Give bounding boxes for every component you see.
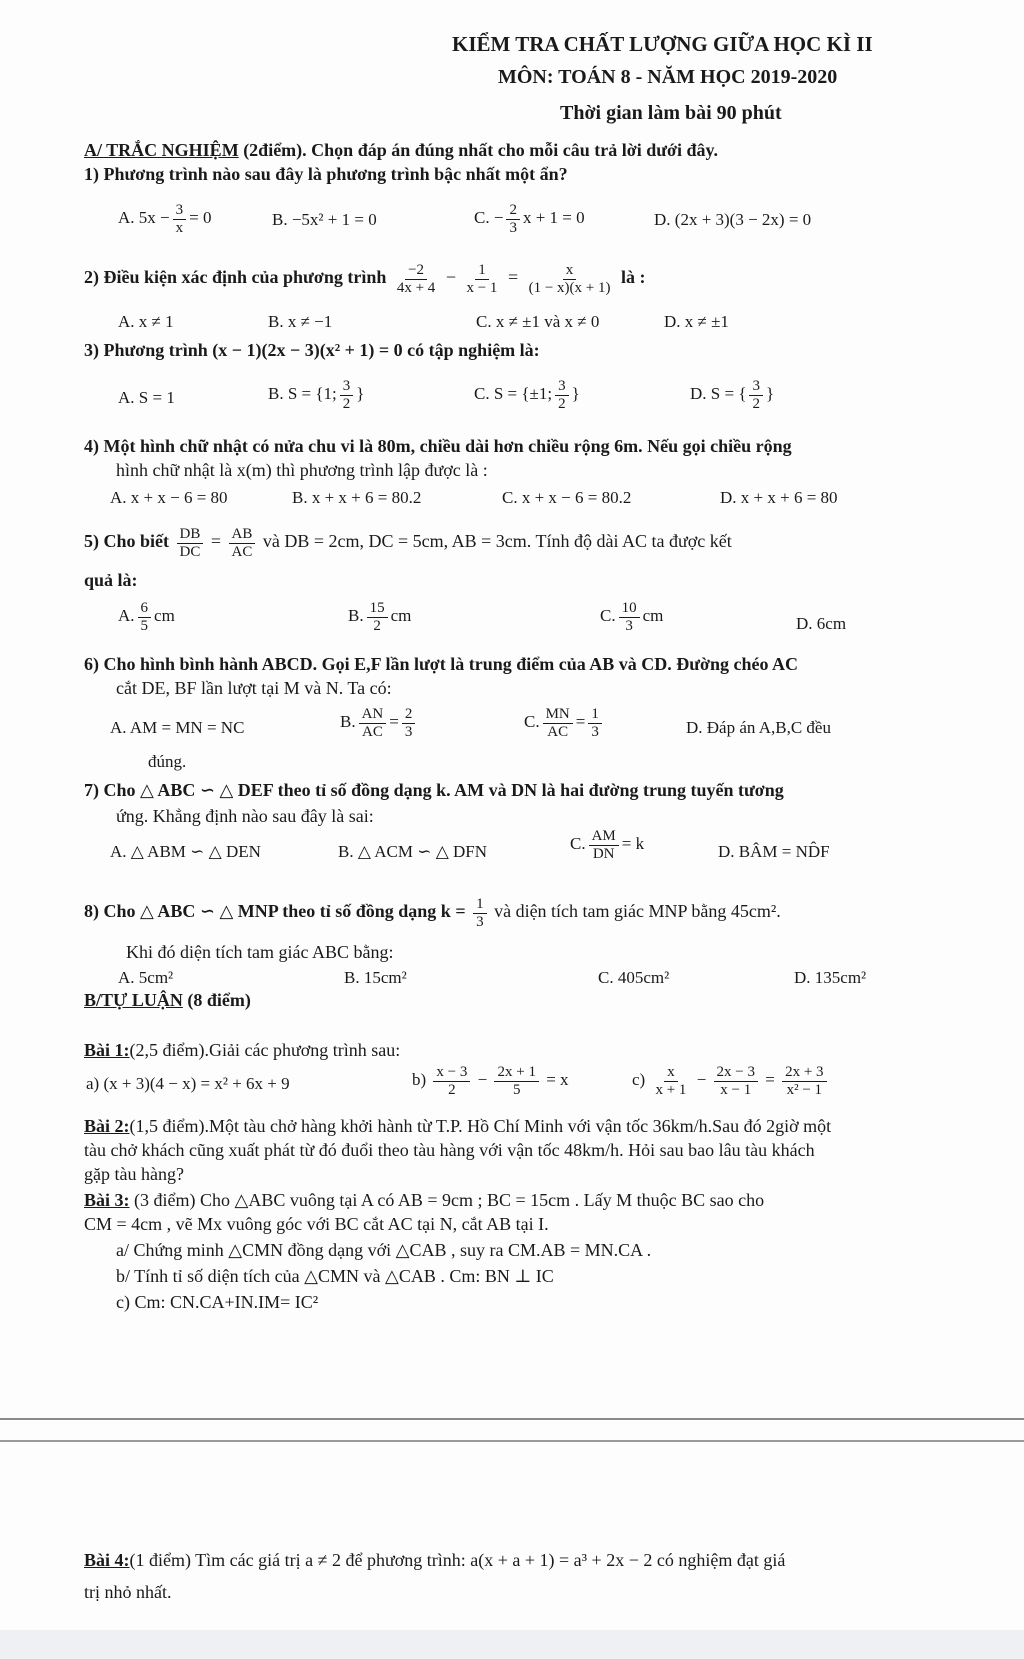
q1-text: 1) Phương trình nào sau đây là phương trình bậc nhất một ẩn? xyxy=(84,164,568,184)
bai3-text-line1: Bài 3: (3 điểm) Cho △ABC vuông tại A có AB = 9cm ; BC = 15cm . Lấy M thuộc BC sao cho xyxy=(84,1190,765,1210)
bai4-label: Bài 4: xyxy=(84,1550,130,1570)
bai1-label: Bài 1: xyxy=(84,1040,130,1060)
q2-option-c: C. x ≠ ±1 và x ≠ 0 xyxy=(476,312,600,331)
q1-option-b: B. −5x² + 1 = 0 xyxy=(272,210,377,229)
part-a-heading xyxy=(84,140,718,161)
q6-text-line2: cắt DE, BF lần lượt tại M và N. Ta có: xyxy=(116,678,392,698)
q5-option-c: C. $\frac{10}{3}$ cm xyxy=(600,600,664,634)
q7-text-line2: ứng. Khẳng định nào sau đây là sai: xyxy=(116,806,374,826)
bai3-part-c: c) Cm: CN.CA+IN.IM= IC² xyxy=(116,1292,319,1312)
q6-option-a: A. AM = MN = NC xyxy=(110,718,245,737)
q4-option-d: D. x + x + 6 = 80 xyxy=(720,488,838,507)
q7-option-c: C. $\frac{AM}{DN}$ = k xyxy=(570,828,645,862)
part-a-instructions: (2điểm). Chọn đáp án đúng nhất cho mỗi câu trả lời dưới đây. xyxy=(238,140,719,160)
bai1-part-a: a) (x + 3)(4 − x) = x² + 6x + 9 xyxy=(86,1074,290,1093)
bai3-label: Bài 3: xyxy=(84,1190,130,1210)
part-b-label: B/TỰ LUẬN xyxy=(84,990,183,1010)
bai2-label: Bài 2: xyxy=(84,1116,130,1136)
q5-text-line2: quả là: xyxy=(84,570,138,590)
q3-option-d: D. S = { $\frac{3}{2}$ } xyxy=(690,378,775,412)
exam-time: Thời gian làm bài 90 phút xyxy=(560,102,782,124)
q2-text: 2) Điều kiện xác định của phương trình $\frac{-2}{4x + 4}$ − $\frac{1}{x - 1}$ = $\frac{x}{(1 - x)(x + 1)}$ là : xyxy=(84,262,646,296)
bai1-text: Bài 1:(2,5 điểm).Giải các phương trình sau: xyxy=(84,1040,401,1060)
bai1-part-b: b) $\frac{x - 3}{2}$ − $\frac{2x + 1}{5}$ = x xyxy=(412,1064,569,1098)
bai2-text-line3: gặp tàu hàng? xyxy=(84,1164,184,1184)
q8-option-b: B. 15cm² xyxy=(344,968,407,987)
q4-text-line2: hình chữ nhật là x(m) thì phương trình lập được là : xyxy=(116,460,488,480)
q2-option-d: D. x ≠ ±1 xyxy=(664,312,729,331)
exam-subject: MÔN: TOÁN 8 - NĂM HỌC 2019-2020 xyxy=(498,66,838,88)
q4-option-c: C. x + x − 6 = 80.2 xyxy=(502,488,632,507)
q5-option-d: D. 6cm xyxy=(796,614,847,633)
q8-option-a: A. 5cm² xyxy=(118,968,174,987)
q6-option-d: D. Đáp án A,B,C đều xyxy=(686,718,831,737)
q2-option-a: A. x ≠ 1 xyxy=(118,312,174,331)
part-a-label: A/ TRẮC NGHIỆM xyxy=(84,140,239,160)
q5-option-b: B. $\frac{15}{2}$ cm xyxy=(348,600,412,634)
q3-option-b: B. S = {1; $\frac{3}{2}$ } xyxy=(268,378,365,412)
bai3-part-b: b/ Tính tỉ số diện tích của △CMN và △CAB . Cm: BN ⊥ IC xyxy=(116,1266,554,1286)
q7-option-b: B. △ ACM ∽ △ DFN xyxy=(338,842,488,861)
bai2-text-line1: Bài 2:(1,5 điểm).Một tàu chở hàng khởi hành từ T.P. Hồ Chí Minh với vận tốc 36km/h.Sau đó 2giờ một xyxy=(84,1116,832,1136)
bai4-text-line2: trị nhỏ nhất. xyxy=(84,1582,172,1602)
divider-line-top xyxy=(0,1418,1024,1420)
q7-option-a: A. △ ABM ∽ △ DEN xyxy=(110,842,261,861)
divider-line-bottom xyxy=(0,1440,1024,1442)
part-b-heading xyxy=(84,990,251,1011)
q7-option-d: D. BÂM = ND̂F xyxy=(718,842,830,861)
q8-option-c: C. 405cm² xyxy=(598,968,670,987)
page-bottom-band xyxy=(0,1630,1024,1659)
q8-text-line2: Khi đó diện tích tam giác ABC bằng: xyxy=(126,942,394,962)
bai2-text-line2: tàu chở khách cũng xuất phát từ đó đuổi theo tàu hàng với vận tốc 48km/h. Hỏi sau bao lâu tàu khách xyxy=(84,1140,815,1160)
q8-option-d: D. 135cm² xyxy=(794,968,867,987)
exam-title: KIỂM TRA CHẤT LƯỢNG GIỮA HỌC KÌ II xyxy=(452,32,873,56)
q1-option-c: C. − $\frac{2}{3}$ x + 1 = 0 xyxy=(474,202,585,236)
bai1-part-c: c) $\frac{x}{x + 1}$ − $\frac{2x - 3}{x - 1}$ = $\frac{2x + 3}{\text{x² − 1}}$ xyxy=(632,1064,830,1098)
q4-option-a: A. x + x − 6 = 80 xyxy=(110,488,228,507)
q7-text-line1: 7) Cho △ ABC ∽ △ DEF theo tỉ số đồng dạng k. AM và DN là hai đường trung tuyến tương xyxy=(84,780,784,800)
q6-option-d-cont: đúng. xyxy=(148,752,187,771)
q5-option-a: A. $\frac{6}{5}$ cm xyxy=(118,600,175,634)
bai3-text-line2: CM = 4cm , vẽ Mx vuông góc với BC cắt AC tại N, cắt AB tại I. xyxy=(84,1214,549,1234)
q8-text: 8) Cho △ ABC ∽ △ MNP theo tỉ số đồng dạng k = $\frac{1}{3}$ và diện tích tam giác MNP bằng 45cm². xyxy=(84,896,781,930)
q6-option-b: B. $\frac{AN}{AC}$ = $\frac{2}{3}$ xyxy=(340,706,418,740)
q1-option-d: D. (2x + 3)(3 − 2x) = 0 xyxy=(654,210,812,229)
q4-text-line1: 4) Một hình chữ nhật có nửa chu vi là 80m, chiều dài hơn chiều rộng 6m. Nếu gọi chiều rộng xyxy=(84,436,792,456)
q3-text: 3) Phương trình (x − 1)(2x − 3)(x² + 1) = 0 có tập nghiệm là: xyxy=(84,340,540,360)
q6-text-line1: 6) Cho hình bình hành ABCD. Gọi E,F lần lượt là trung điểm của AB và CD. Đường chéo AC xyxy=(84,654,799,674)
q2-option-b: B. x ≠ −1 xyxy=(268,312,333,331)
q6-option-c: C. $\frac{MN}{AC}$ = $\frac{1}{3}$ xyxy=(524,706,605,740)
part-b-points: (8 điểm) xyxy=(182,990,251,1010)
bai4-text-line1: Bài 4:(1 điểm) Tìm các giá trị a ≠ 2 để phương trình: a(x + a + 1) = a³ + 2x − 2 có nghiệm đạt giá xyxy=(84,1550,786,1570)
q3-option-c: C. S = {±1; $\frac{3}{2}$ } xyxy=(474,378,580,412)
bai3-part-a: a/ Chứng minh △CMN đồng dạng với △CAB , suy ra CM.AB = MN.CA . xyxy=(116,1240,652,1260)
q5-text: 5) Cho biết $\frac{DB}{DC}$ = $\frac{AB}{AC}$ và DB = 2cm, DC = 5cm, AB = 3cm. Tính độ dài AC ta được kết xyxy=(84,526,732,560)
q4-option-b: B. x + x + 6 = 80.2 xyxy=(292,488,422,507)
q1-option-a: A. 5x − $\frac{3}{x}$ = 0 xyxy=(118,202,212,236)
q3-option-a: A. S = 1 xyxy=(118,388,175,407)
